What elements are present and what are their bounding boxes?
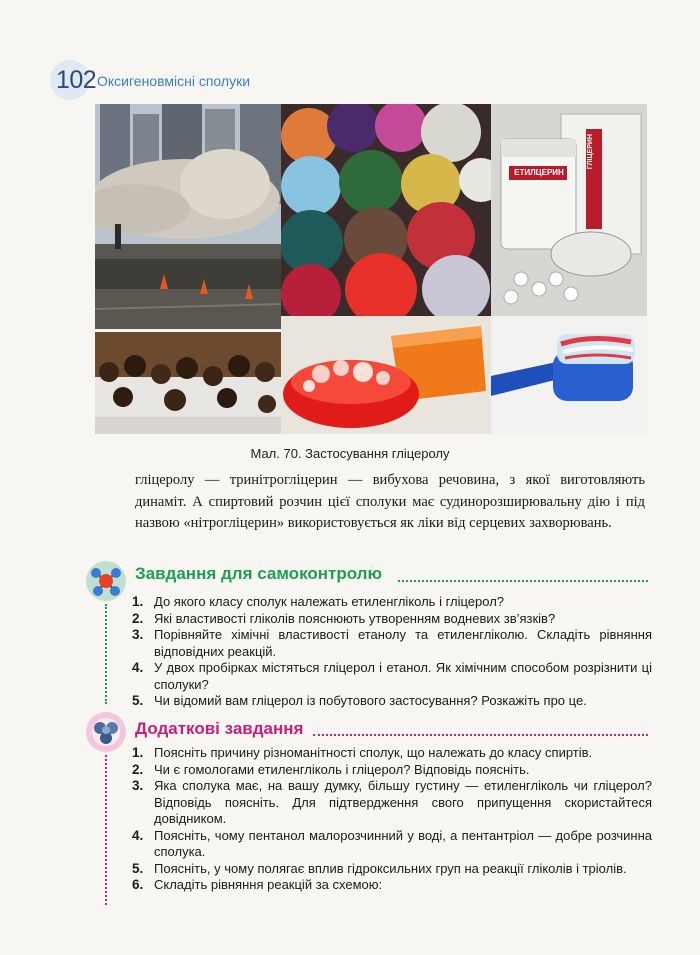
self-control-title: Завдання для самоконтролю — [135, 564, 382, 583]
list-item — [132, 594, 652, 611]
task-number: 2. — [132, 610, 144, 626]
task-number: 2. — [132, 761, 144, 777]
task-text: Складіть рівняння реакцій за схемою: — [154, 877, 383, 892]
task-text: Поясніть, чому пентанол малорозчинний у воді, а пентантріол — добре розчинна сполука. — [154, 827, 652, 859]
task-text: Чи відомий вам гліцерол із побутового застосування? Розкажіть про це. — [154, 693, 587, 708]
molecule-icon — [86, 561, 126, 601]
additional-dotted-rule — [313, 734, 648, 736]
task-number: 3. — [132, 778, 144, 793]
photo-glycerin-tablets — [491, 104, 647, 316]
list-item — [132, 745, 652, 762]
task-number: 1. — [132, 745, 144, 760]
self-control-dotted-rule — [398, 580, 648, 582]
task-text: До якого класу сполук належать етиленгліколь і гліцерол? — [154, 594, 505, 609]
photo-yarn — [281, 104, 491, 316]
self-control-vertical-rule — [105, 604, 107, 704]
box-label-text: ГЛІЦЕРИН — [587, 134, 594, 170]
additional-vertical-rule — [105, 755, 107, 905]
task-number: 4. — [132, 660, 144, 675]
photo-demolition — [95, 104, 281, 329]
additional-task-list — [132, 745, 652, 894]
task-number: 6. — [132, 877, 144, 892]
list-item — [132, 611, 652, 628]
task-text: Чи є гомологами етиленгліколь і гліцерол? Відповідь поясніть. — [154, 761, 530, 777]
task-number: 5. — [132, 860, 144, 876]
page-number: 102 — [56, 66, 97, 94]
molecule-cluster-icon — [86, 712, 126, 752]
body-paragraph: гліцеролу — тринітрогліцерин — вибухова речовина, з якої виготовляють динаміт. А спиртовий розчин цієї сполуки має судинорозширювальну дію і під назвою «нітрогліцерин» використовується як ліки від серцевих захворювань. — [135, 472, 645, 531]
list-item — [132, 762, 652, 779]
list-item — [132, 660, 652, 693]
task-text: Поясніть, у чому полягає вплив гідроксильних груп на реакції гліколів і тріолів. — [154, 860, 627, 876]
list-item — [132, 693, 652, 710]
task-text: Поясніть причину різноманітності сполук, що належать до класу спиртів. — [154, 745, 593, 760]
running-title: Оксигеновмісні сполуки — [97, 73, 251, 89]
list-item — [132, 861, 652, 878]
jar-label-text: ЕТИЛЦЕРИН — [514, 168, 564, 177]
task-text: Які властивості гліколів пояснюють утворенням водневих зв’язків? — [154, 610, 556, 626]
list-item — [132, 778, 652, 828]
self-control-task-list — [132, 594, 652, 710]
task-text: У двох пробірках містяться гліцерол і етанол. Як хімічним способом розрізнити ці сполуки? — [154, 660, 652, 692]
photo-soap — [281, 316, 491, 434]
list-item — [132, 828, 652, 861]
figure-photo-collage — [95, 104, 647, 434]
figure-caption: Мал. 70. Застосування гліцеролу — [250, 446, 450, 461]
task-number: 3. — [132, 627, 144, 642]
task-number: 1. — [132, 594, 144, 609]
task-text: Яка сполука має, на вашу думку, більшу густину — етиленгліколь чи гліцерол? Відповідь поясніть. Для підтвердження свого припущення скористайтеся довідником. — [154, 778, 652, 826]
list-item — [132, 877, 652, 894]
list-item — [132, 627, 652, 660]
task-number: 4. — [132, 827, 144, 843]
additional-title: Додаткові завдання — [135, 719, 304, 738]
task-text: Порівняйте хімічні властивості етанолу та етиленгліколю. Складіть рівняння відповідних реакцій. — [154, 627, 652, 659]
photo-toothpaste — [491, 316, 647, 434]
task-number: 5. — [132, 693, 144, 708]
photo-crowd — [95, 332, 281, 434]
